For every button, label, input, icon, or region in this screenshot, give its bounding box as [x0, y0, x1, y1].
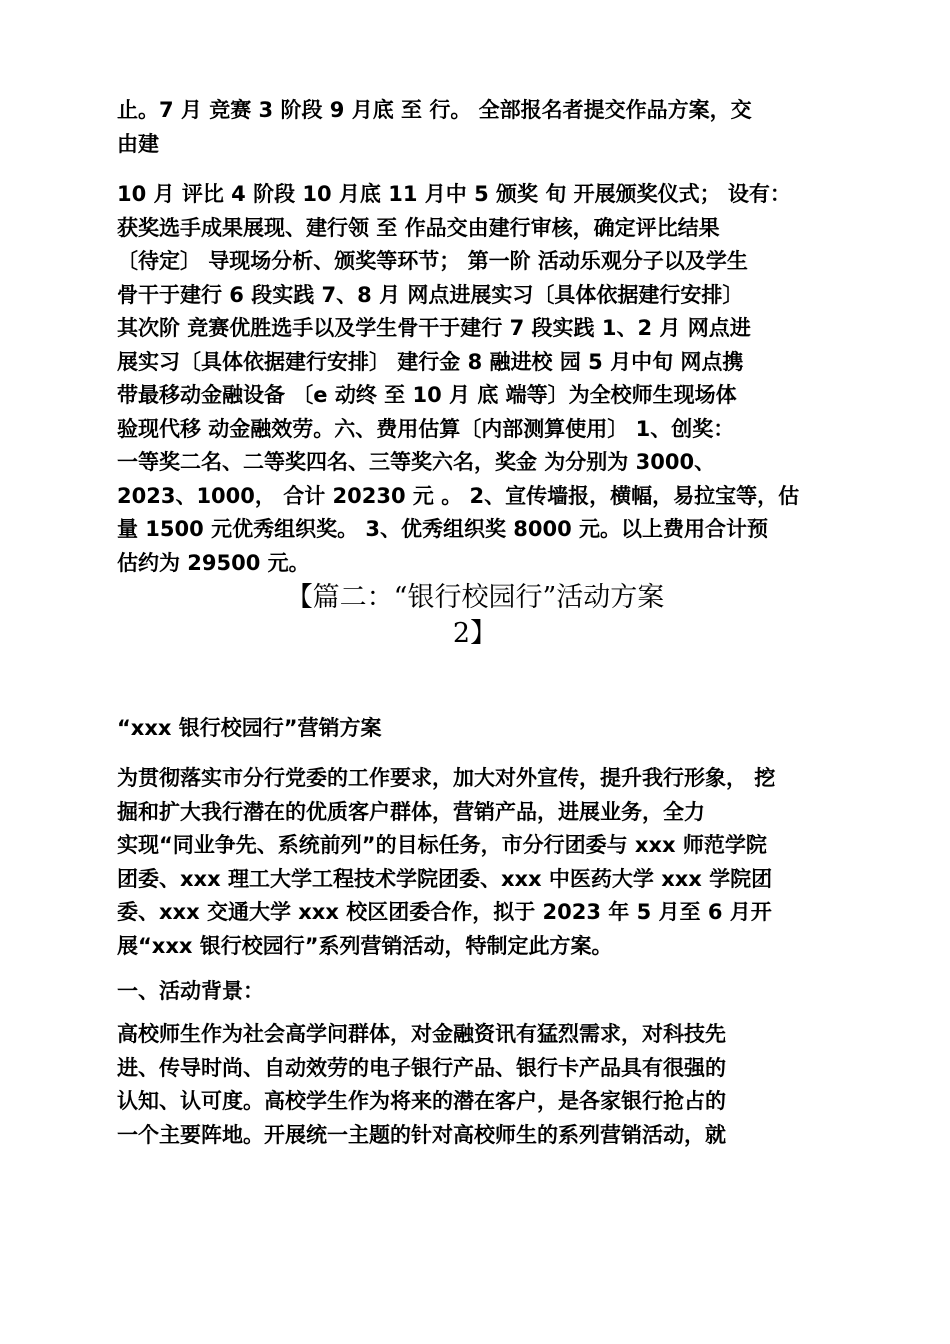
paragraph-background: [117, 1018, 857, 1152]
text-line: 量 1500 元优秀组织奖。 3、优秀组织奖 8000 元。以上费用合计预: [117, 517, 769, 541]
text-line: 估约为 29500 元。: [117, 550, 310, 575]
title-line: 【篇二：“银行校园行”活动方案: [285, 582, 665, 613]
text-line: 展实习〔具体依据建行安排〕 建行金 8 融进校 园 5 月中旬 网点携: [117, 349, 744, 374]
text-line: 2023、1000， 合计 20230 元 。 2、宣传墙报，横幅，易拉宝等，估: [117, 483, 800, 508]
text-line: 其次阶 竞赛优胜选手以及学生骨干于建行 7 段实践 1、2 月 网点进: [117, 316, 751, 340]
text-line: 委、xxx 交通大学 xxx 校区团委合作，拟于 2023 年 5 月至 6 月开: [117, 900, 772, 924]
text-line: 由建: [117, 131, 159, 156]
paragraph-introduction: [117, 762, 857, 963]
text-line: 为贯彻落实市分行党委的工作要求，加大对外宣传，提升我行形象， 挖: [117, 766, 776, 790]
text-line: 进、传导时尚、自动效劳的电子银行产品、银行卡产品具有很强的: [117, 1055, 726, 1080]
title-line: 2】: [452, 618, 498, 649]
text-line: 〔待定〕 导现场分析、颁奖等环节； 第一阶 活动乐观分子以及学生: [117, 249, 748, 273]
text-line: 展“xxx 银行校园行”系列营销活动，特制定此方案。: [117, 933, 613, 958]
paragraph-competition-stages: [117, 94, 857, 161]
text-line: 验现代移 动金融效劳。六、费用估算〔内部测算使用〕 1、创奖：: [117, 416, 735, 441]
text-line: 骨干于建行 6 段实践 7、8 月 网点进展实习〔具体依据建行安排〕: [117, 282, 744, 307]
text-line: 实现“同业争先、系统前列”的目标任务，市分行团委与 xxx 师范学院: [117, 833, 767, 857]
text-line: 止。7 月 竞赛 3 阶段 9 月底 至 行。 全部报名者提交作品方案，交: [117, 98, 752, 122]
section-title: [0, 580, 950, 652]
text-line: 高校师生作为社会高学问群体，对金融资讯有猛烈需求，对科技先: [117, 1022, 726, 1046]
text-line: 带最移动金融设备 〔e 动终 至 10 月 底 端等〕为全校师生现场体: [117, 383, 737, 407]
text-line: “xxx 银行校园行”营销方案: [117, 716, 382, 740]
subheading-background: [117, 975, 857, 1009]
text-line: 团委、xxx 理工大学工程技术学院团委、xxx 中医药大学 xxx 学院团: [117, 866, 773, 891]
paragraph-award-and-costs: [117, 178, 857, 580]
plan-heading: [117, 712, 857, 746]
text-line: 认知、认可度。高校学生作为将来的潜在客户，是各家银行抢占的: [117, 1089, 726, 1113]
text-line: 一个主要阵地。开展统一主题的针对高校师生的系列营销活动，就: [117, 1122, 726, 1147]
text-line: 10 月 评比 4 阶段 10 月底 11 月中 5 颁奖 旬 开展颁奖仪式； 设有：: [117, 182, 791, 206]
text-line: 掘和扩大我行潜在的优质客户群体，营销产品，进展业务，全力: [117, 799, 705, 824]
text-line: 获奖选手成果展现、建行领 至 作品交由建行审核，确定评比结果: [117, 215, 720, 240]
text-line: 一、活动背景：: [117, 979, 264, 1003]
text-line: 一等奖二名、二等奖四名、三等奖六名，奖金 为分别为 3000、: [117, 450, 716, 474]
